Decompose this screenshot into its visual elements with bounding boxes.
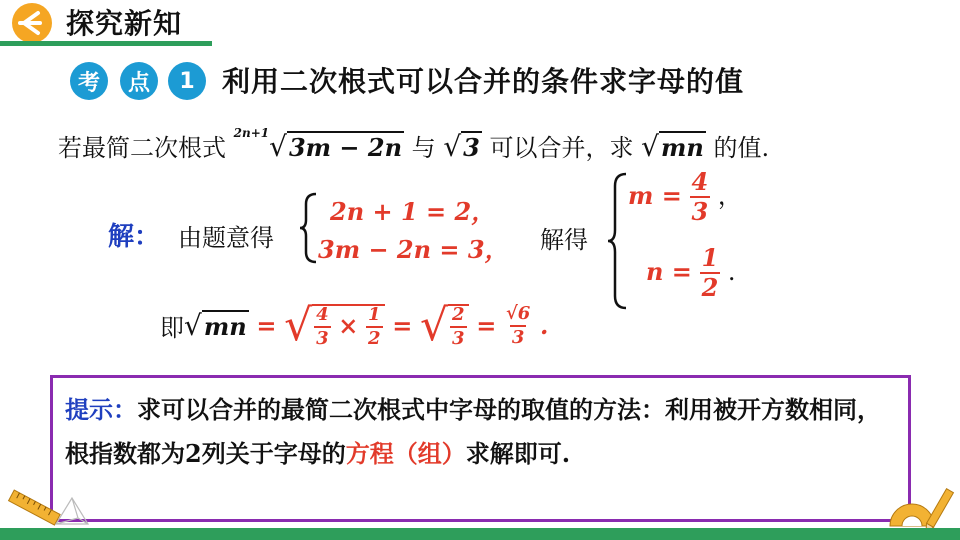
solution-step2: 解得 — [540, 226, 588, 254]
answer-n: n = $\frac{1}{2}$ . — [646, 243, 736, 302]
point-badge-number: 1 — [168, 62, 206, 100]
system-brace-1 — [298, 192, 320, 264]
point-title: 利用二次根式可以合并的条件求字母的值 — [222, 65, 745, 98]
tip-box — [50, 375, 911, 522]
final-computation: 即√mn = √ $\frac{4}{3}$ × $\frac{1}{2}$ = √ $\frac{2}{3}$ = $\frac{√6}{3}$ . — [160, 300, 549, 351]
solution-label: 解： — [108, 222, 161, 252]
sqrt3-radicand: 3 — [463, 133, 480, 162]
answer-n-fraction: $\frac{1}{2}$ — [701, 243, 719, 302]
system-brace-2 — [606, 172, 630, 310]
radical-two-thirds: $\frac{2}{3}$ — [448, 304, 469, 348]
final-result-fraction: $\frac{√6}{3}$ — [505, 302, 531, 348]
problem-prefix: 若最简二次根式 — [58, 134, 226, 162]
root-radicand: 3m − 2n — [288, 133, 403, 162]
root-index: 2n+1 — [233, 126, 270, 140]
point-badge-kao: 考 — [70, 62, 108, 100]
answer-m: m = $\frac{4}{3}$ ， — [628, 167, 742, 226]
nth-root-expression: $^{2n+1}$√3m − 2n — [233, 126, 403, 163]
section-title: 探究新知 — [66, 7, 183, 40]
tip-highlight: 方程（组） — [345, 439, 466, 468]
back-arrow-icon[interactable] — [12, 3, 52, 43]
point-badge-dian: 点 — [120, 62, 158, 100]
system-eq1: 2n + 1 = 2， — [330, 197, 496, 226]
problem-suffix: 的值. — [713, 134, 770, 162]
tip-label: 提示： — [65, 395, 137, 424]
tip-body-2: 求解即可. — [465, 439, 571, 468]
final-mn: mn — [203, 312, 247, 341]
radical-product: $\frac{4}{3}$ × $\frac{1}{2}$ — [312, 304, 384, 348]
answer-m-fraction: $\frac{4}{3}$ — [691, 167, 709, 226]
header-rule — [0, 41, 212, 46]
system-eq2: 3m − 2n = 3， — [318, 235, 509, 264]
pyramid-icon — [52, 496, 92, 528]
problem-statement: 若最简二次根式 $^{2n+1}$√3m − 2n 与 √3 可以合并，求 √mn 的值. — [58, 126, 770, 163]
problem-mid: 与 — [411, 134, 436, 162]
bottom-bar — [0, 528, 960, 540]
mn-radicand: mn — [660, 133, 704, 162]
tip-body-1: 求可以合并的最简二次根式中字母的取值的方法：利用被开方数相同，根指数都为2列关于字母的 — [65, 395, 881, 468]
tip-text — [65, 388, 901, 476]
problem-mid2: 可以合并，求 — [489, 134, 634, 162]
solution-step1: 由题意得 — [178, 224, 274, 252]
protractor-pencil-icon — [884, 486, 956, 528]
